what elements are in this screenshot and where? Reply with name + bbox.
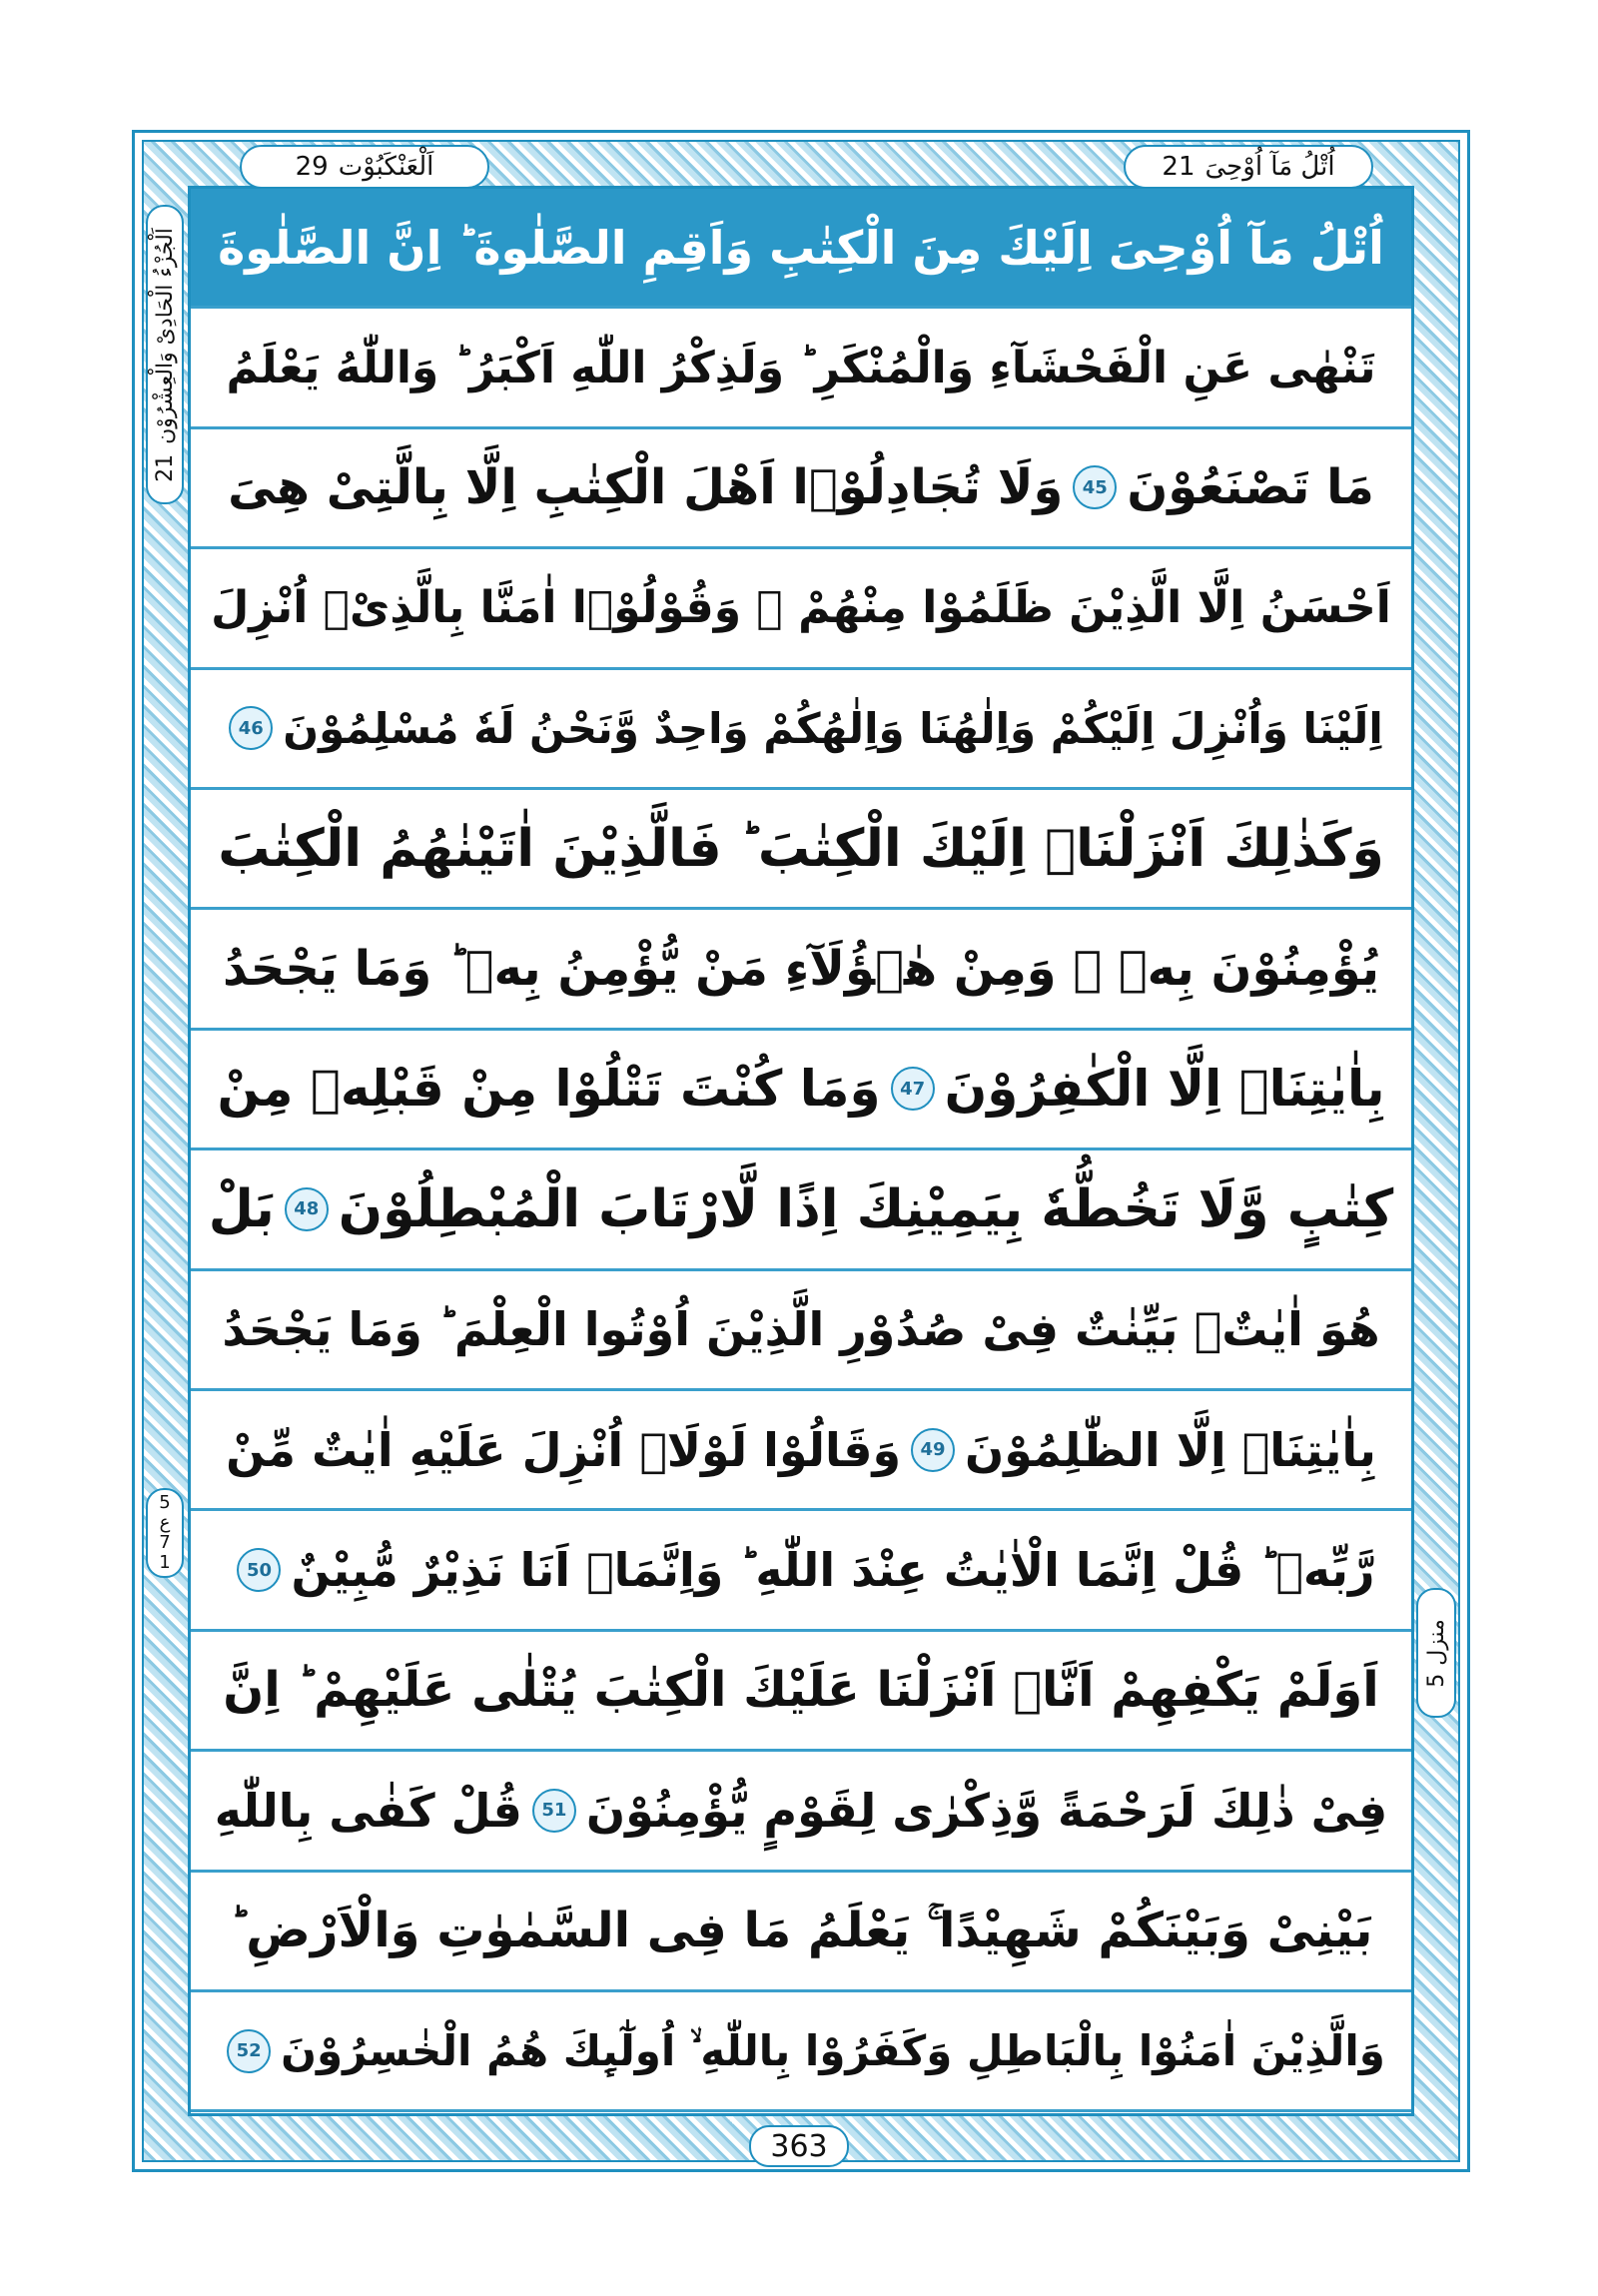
verse-line bbox=[191, 1391, 1411, 1511]
ayah-number-marker: 52 bbox=[227, 2029, 271, 2073]
ayah-number-marker: 47 bbox=[891, 1067, 935, 1111]
juz-side-label bbox=[146, 205, 184, 504]
verse-text: وَلَا تُجَادِلُوْۤا اَهْلَ الْكِتٰبِ اِلَّا بِالَّتِیْ هِیَ bbox=[228, 459, 1064, 516]
surah-name: اَلْعَنْكَبُوْت bbox=[338, 152, 434, 182]
verse-line bbox=[191, 1752, 1411, 1872]
juz-label: اَلْجُزْءُ الْحَادِیْ وَالْعِشْرُوْن bbox=[152, 227, 178, 444]
verse-text: وَكَذٰلِكَ اَنْزَلْنَاۤ اِلَیْكَ الْكِتٰبَ ؕ فَالَّذِیْنَ اٰتَیْنٰهُمُ الْكِتٰبَ bbox=[218, 818, 1384, 879]
para-number: 21 bbox=[1162, 152, 1196, 182]
verse-text: رَّبِّهٖ ؕ قُلْ اِنَّمَا الْاٰیٰتُ عِنْدَ اللّٰهِ ؕ وَاِنَّمَاۤ اَنَا نَذِیْرٌ مُّبِیْنٌ bbox=[291, 1543, 1375, 1598]
header-surah bbox=[240, 145, 489, 189]
verse-text: كِتٰبٍ وَّلَا تَخُطُّهٗ بِیَمِیْنِكَ اِذًا لَّارْتَابَ الْمُبْطِلُوْنَ bbox=[338, 1178, 1394, 1239]
verse-lines bbox=[191, 189, 1411, 2113]
verse-text: فِیْ ذٰلِكَ لَرَحْمَةً وَّذِكْرٰی لِقَوْمٍ یُّؤْمِنُوْنَ bbox=[585, 1783, 1388, 1838]
ayah-number-marker: 46 bbox=[229, 706, 273, 750]
manzil-label: منزل bbox=[1423, 1618, 1449, 1666]
verse-text: وَالَّذِیْنَ اٰمَنُوْا بِالْبَاطِلِ وَكَفَرُوْا بِاللّٰهِ ۙ اُولٰٓىِٕكَ هُمُ الْخٰسِرُوْنَ bbox=[281, 2025, 1385, 2075]
verse-line bbox=[191, 1511, 1411, 1631]
verse-text: تَنْهٰی عَنِ الْفَحْشَآءِ وَالْمُنْكَرِ ؕ وَلَذِكْرُ اللّٰهِ اَكْبَرُ ؕ وَاللّٰهُ یَعْلَمُ bbox=[226, 342, 1376, 393]
verse-line bbox=[191, 429, 1411, 549]
verse-text: یُؤْمِنُوْنَ بِهٖ ۚ وَمِنْ هٰۤؤُلَآءِ مَنْ یُّؤْمِنُ بِهٖ ؕ وَمَا یَجْحَدُ bbox=[223, 941, 1379, 998]
ruku-sign: ع bbox=[159, 1512, 171, 1533]
ayah-number-marker: 45 bbox=[1073, 465, 1117, 509]
page-number bbox=[749, 2125, 849, 2167]
ruku-top: 5 bbox=[159, 1492, 171, 1513]
ruku-marker bbox=[146, 1488, 184, 1578]
para-name: اُتْلُ مَآ اُوْحِیَ bbox=[1204, 152, 1335, 182]
verse-text: بِاٰیٰتِنَاۤ اِلَّا الظّٰلِمُوْنَ bbox=[965, 1422, 1376, 1477]
verse-line bbox=[191, 670, 1411, 790]
surah-number: 29 bbox=[295, 152, 329, 182]
verse-line bbox=[191, 309, 1411, 428]
verse-text: هُوَ اٰیٰتٌۢ بَیِّنٰتٌ فِیْ صُدُوْرِ الَّذِیْنَ اُوْتُوا الْعِلْمَ ؕ وَمَا یَجْحَدُ bbox=[222, 1302, 1380, 1357]
verse-text: بَلْ bbox=[208, 1178, 275, 1239]
verse-text: اُتْلُ مَآ اُوْحِیَ اِلَیْكَ مِنَ الْكِتٰبِ وَاَقِمِ الصَّلٰوةَ ؕ اِنَّ الصَّلٰوةَ bbox=[218, 220, 1384, 275]
verse-line bbox=[191, 189, 1411, 309]
verse-line bbox=[191, 1992, 1411, 2112]
verse-text: وَقَالُوْا لَوْلَاۤ اُنْزِلَ عَلَیْهِ اٰیٰتٌ مِّنْ bbox=[226, 1422, 902, 1477]
verse-text: اِلَیْنَا وَاُنْزِلَ اِلَیْكُمْ وَاِلٰهُنَا وَاِلٰهُكُمْ وَاحِدٌ وَّنَحْنُ لَهٗ مُسْلِمُوْنَ bbox=[283, 703, 1383, 753]
verse-line bbox=[191, 790, 1411, 910]
verse-line bbox=[191, 1271, 1411, 1391]
verse-text: بَیْنِیْ وَبَیْنَكُمْ شَهِیْدًا ۚ یَعْلَمُ مَا فِی السَّمٰوٰتِ وَالْاَرْضِ ؕ bbox=[229, 1902, 1373, 1958]
verse-line bbox=[191, 1873, 1411, 1992]
page-number-text: 363 bbox=[770, 2128, 828, 2164]
manzil-side-label bbox=[1416, 1588, 1456, 1718]
verse-text: بِاٰیٰتِنَاۤ اِلَّا الْكٰفِرُوْنَ bbox=[944, 1060, 1385, 1119]
ruku-bottom: 1 bbox=[159, 1552, 171, 1573]
ruku-mid: 7 bbox=[159, 1532, 171, 1553]
juz-number: 21 bbox=[152, 453, 178, 482]
verse-line bbox=[191, 1031, 1411, 1150]
verse-text: اَوَلَمْ یَكْفِهِمْ اَنَّاۤ اَنْزَلْنَا عَلَیْكَ الْكِتٰبَ یُتْلٰی عَلَیْهِمْ ؕ اِنَّ bbox=[223, 1662, 1379, 1719]
verse-text: قُلْ كَفٰی بِاللّٰهِ bbox=[214, 1783, 522, 1838]
verse-text: وَمَا كُنْتَ تَتْلُوْا مِنْ قَبْلِهٖ مِنْ bbox=[217, 1060, 881, 1119]
ayah-number-marker: 48 bbox=[285, 1187, 329, 1231]
ayah-number-marker: 51 bbox=[532, 1789, 576, 1833]
ayah-number-marker: 50 bbox=[237, 1548, 281, 1592]
ayah-number-marker: 49 bbox=[911, 1428, 955, 1472]
verse-text: اَحْسَنُ اِلَّا الَّذِیْنَ ظَلَمُوْا مِنْهُمْ ؗ وَقُوْلُوْۤا اٰمَنَّا بِالَّذِیْۤ اُنْزِلَ bbox=[211, 582, 1391, 634]
header-para bbox=[1124, 145, 1373, 189]
verse-line bbox=[191, 1632, 1411, 1752]
verse-line bbox=[191, 549, 1411, 669]
verse-text: مَا تَصْنَعُوْنَ bbox=[1127, 459, 1374, 516]
manzil-number: 5 bbox=[1423, 1673, 1449, 1688]
verse-line bbox=[191, 910, 1411, 1030]
verse-line bbox=[191, 1150, 1411, 1270]
